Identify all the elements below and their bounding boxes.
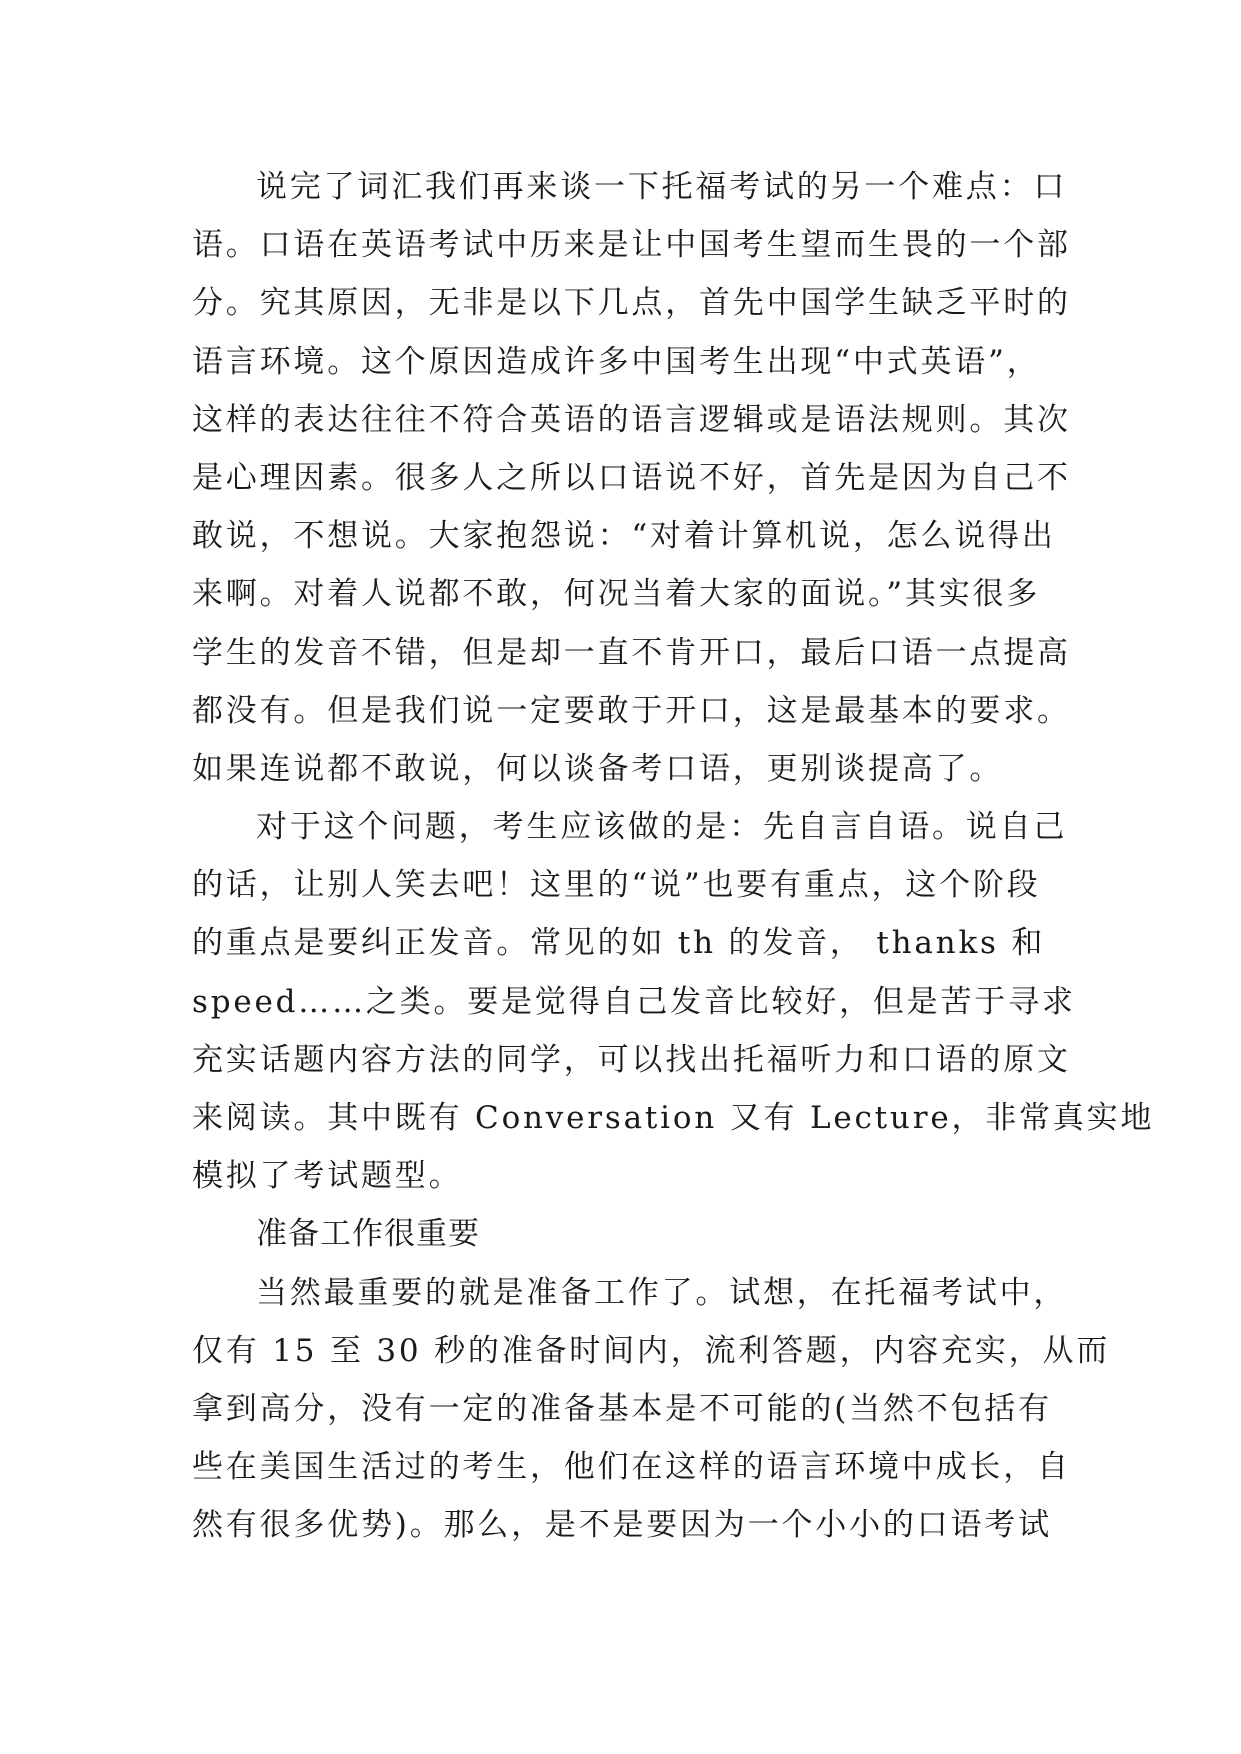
text-line: 敢说，不想说。大家抱怨说：“对着计算机说，怎么说得出 (192, 518, 1056, 555)
text-line: 模拟了考试题型。 (192, 1158, 463, 1195)
text-line: 然有很多优势)。那么，是不是要因为一个小小的口语考试 (192, 1507, 1052, 1544)
document-body (192, 158, 1155, 1555)
text-line: 的重点是要纠正发音。常见的如 th 的发音， thanks 和 (192, 925, 1046, 962)
text-line: 来啊。对着人说都不敢，何况当着大家的面说。”其实很多 (192, 576, 1041, 613)
text-line: 的话，让别人笑去吧！这里的“说”也要有重点，这个阶段 (192, 867, 1041, 904)
text-line: 对于这个问题，考生应该做的是：先自言自语。说自己 (256, 809, 1068, 846)
text-line: 拿到高分，没有一定的准备基本是不可能的(当然不包括有 (192, 1390, 1052, 1427)
text-line: 分。究其原因，无非是以下几点，首先中国学生缺乏平时的 (192, 285, 1071, 322)
text-line: 学生的发音不错，但是却一直不肯开口，最后口语一点提高 (192, 634, 1071, 671)
text-line: 这样的表达往往不符合英语的语言逻辑或是语法规则。其次 (192, 401, 1071, 438)
section-heading: 准备工作很重要 (256, 1216, 480, 1253)
text-line: 仅有 15 至 30 秒的准备时间内，流利答题，内容充实，从而 (192, 1332, 1111, 1369)
text-line: 说完了词汇我们再来谈一下托福考试的另一个难点：口 (256, 169, 1068, 205)
text-line: 来阅读。其中既有 Conversation 又有 Lecture，非常真实地 (192, 1100, 1155, 1136)
text-line: 充实话题内容方法的同学，可以找出托福听力和口语的原文 (192, 1041, 1071, 1078)
text-line: 语言环境。这个原因造成许多中国考生出现“中式英语”， (192, 343, 1041, 380)
text-line: 都没有。但是我们说一定要敢于开口，这是最基本的要求。 (192, 692, 1071, 729)
text-line: 语。口语在英语考试中历来是让中国考生望而生畏的一个部 (192, 227, 1071, 264)
text-line: 如果连说都不敢说，何以谈备考口语，更别谈提高了。 (192, 750, 1004, 787)
text-line: speed……之类。要是觉得自己发音比较好，但是苦于寻求 (192, 983, 1076, 1020)
text-line: 是心理因素。很多人之所以口语说不好，首先是因为自己不 (192, 459, 1071, 496)
text-line: 些在美国生活过的考生，他们在这样的语言环境中成长，自 (192, 1449, 1071, 1486)
text-line: 当然最重要的就是准备工作了。试想，在托福考试中， (256, 1274, 1068, 1311)
